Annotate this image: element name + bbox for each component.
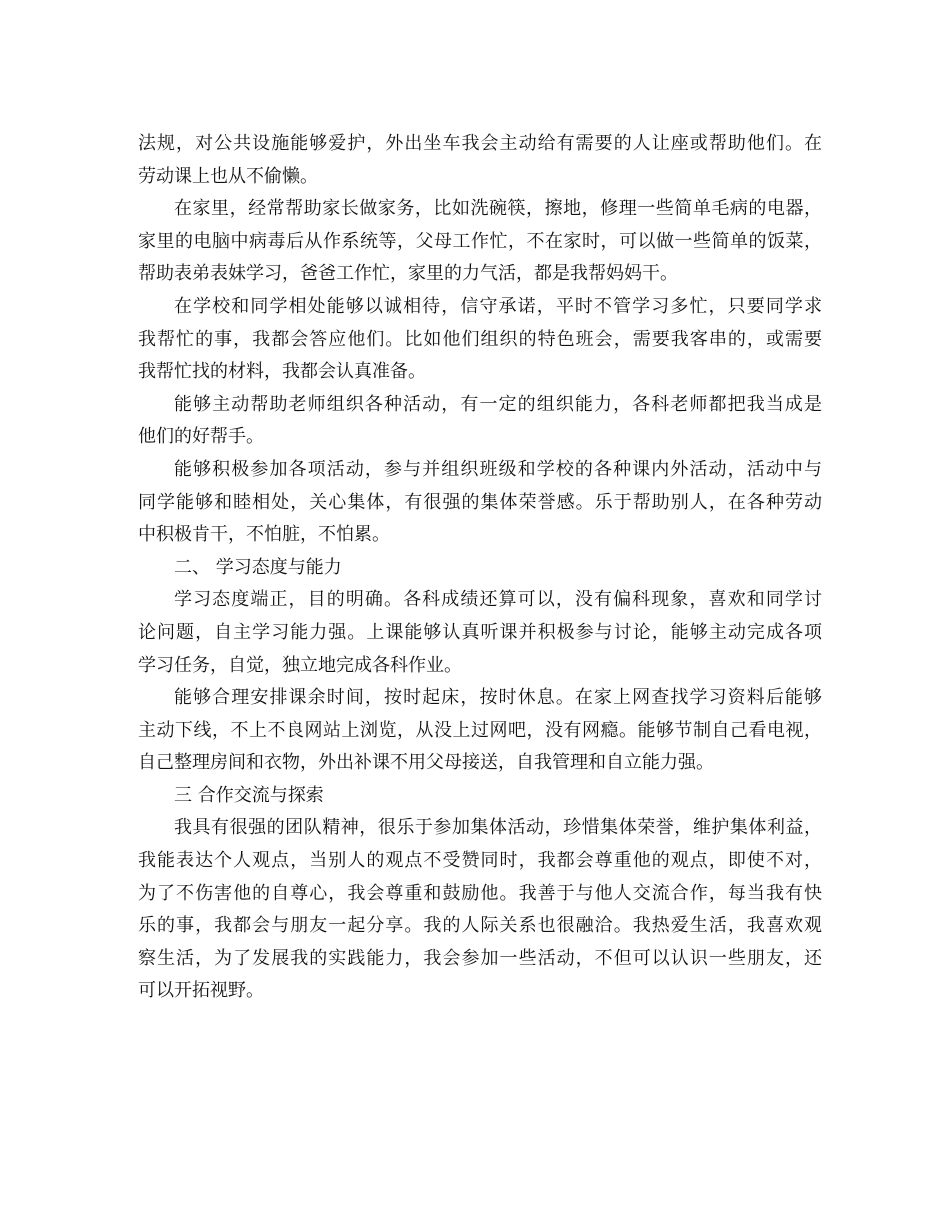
text-line: 法规，对公共设施能够爱护，外出坐车我会主动给有需要的人让座或帮助他们。在 [138, 133, 822, 154]
text-line: 主动下线，不上不良网站上浏览，从没上过网吧，没有网瘾。能够节制自己看电视， [138, 719, 822, 741]
text-line: 在学校和同学相处能够以诚相待，信守承诺，平时不管学习多忙，只要同学求 [174, 295, 822, 317]
text-line: 家里的电脑中病毒后从作系统等，父母工作忙，不在家时，可以做一些简单的饭菜， [138, 230, 822, 252]
text-line: 可以开拓视野。 [138, 980, 264, 1002]
text-line: 能够主动帮助老师组织各种活动，有一定的组织能力，各科老师都把我当成是 [174, 393, 822, 415]
section-heading: 三 合作交流与探索 [174, 784, 324, 806]
text-line: 乐的事，我都会与朋友一起分享。我的人际关系也很融洽。我热爱生活，我喜欢观 [138, 915, 822, 937]
text-line: 在家里，经常帮助家长做家务，比如洗碗筷，擦地，修理一些简单毛病的电器， [174, 198, 822, 220]
text-line: 劳动课上也从不偷懒。 [138, 165, 318, 187]
text-line: 中积极肯干，不怕脏，不怕累。 [138, 524, 390, 546]
text-line: 自己整理房间和衣物，外出补课不用父母接送，自我管理和自立能力强。 [138, 752, 714, 774]
text-line: 我帮忙的事，我都会答应他们。比如他们组织的特色班会，需要我客串的，或需要 [138, 328, 822, 350]
section-heading: 二、 学习态度与能力 [174, 556, 342, 578]
text-line: 他们的好帮手。 [138, 426, 264, 448]
text-line: 我具有很强的团队精神，很乐于参加集体活动，珍惜集体荣誉，维护集体利益， [174, 817, 822, 839]
text-line: 学习任务，自觉，独立地完成各科作业。 [138, 654, 462, 676]
text-line: 论问题，自主学习能力强。上课能够认真听课并积极参与讨论，能够主动完成各项 [138, 621, 822, 643]
text-line: 我帮忙找的材料，我都会认真准备。 [138, 361, 426, 383]
text-line: 学习态度端正，目的明确。各科成绩还算可以，没有偏科现象，喜欢和同学讨 [174, 589, 822, 611]
text-line: 同学能够和睦相处，关心集体，有很强的集体荣誉感。乐于帮助别人，在各种劳动 [138, 491, 822, 513]
text-line: 察生活，为了发展我的实践能力，我会参加一些活动，不但可以认识一些朋友，还 [138, 947, 822, 969]
text-line: 我能表达个人观点，当别人的观点不受赞同时，我都会尊重他的观点，即使不对， [138, 850, 822, 872]
document-body [138, 128, 822, 1008]
text-line: 能够积极参加各项活动，参与并组织班级和学校的各种课内外活动，活动中与 [174, 458, 822, 480]
text-line: 能够合理安排课余时间，按时起床，按时休息。在家上网查找学习资料后能够 [174, 687, 822, 709]
text-line: 为了不伤害他的自尊心，我会尊重和鼓励他。我善于与他人交流合作，每当我有快 [138, 882, 822, 904]
text-line: 帮助表弟表妹学习，爸爸工作忙，家里的力气活，都是我帮妈妈干。 [138, 263, 678, 285]
